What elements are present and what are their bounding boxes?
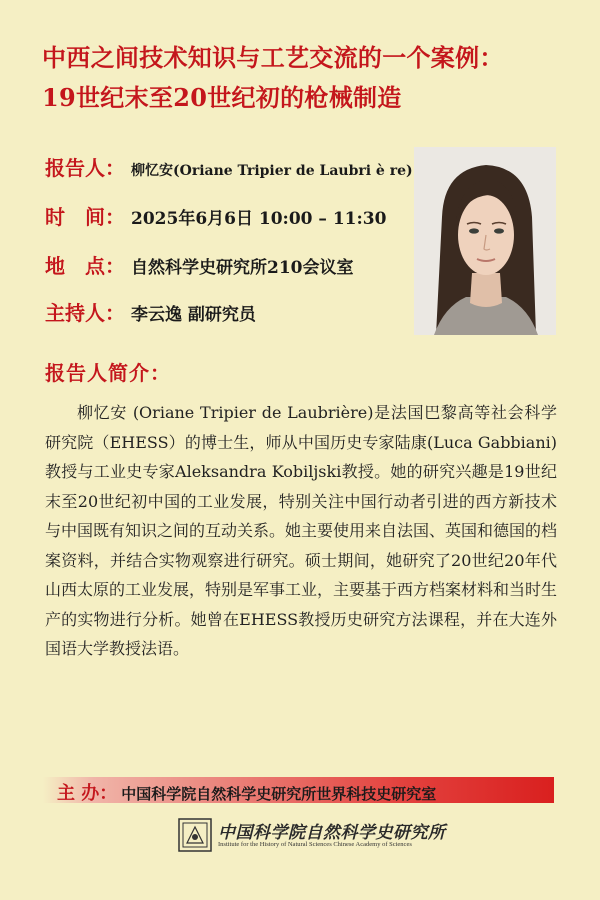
title-line-2: 19世纪末至20世纪初的枪械制造 xyxy=(42,83,402,112)
time-row xyxy=(45,201,386,230)
host-row xyxy=(45,297,256,326)
host-label: 主持人： xyxy=(45,301,125,325)
speaker-row xyxy=(45,152,413,181)
institute-logo-icon xyxy=(178,818,212,852)
speaker-photo xyxy=(414,147,556,335)
organizer-label: 主 办： xyxy=(57,783,118,804)
host-value: 李云逸 副研究员 xyxy=(131,305,256,325)
time-value: 2025年6月6日 10:00 – 11:30 xyxy=(131,209,387,229)
institute-name-cn: 中国科学院自然科学史研究所 xyxy=(218,823,446,843)
title-line-1: 中西之间技术知识与工艺交流的一个案例： xyxy=(42,43,504,72)
place-value: 自然科学史研究所210会议室 xyxy=(131,258,354,278)
bio-heading: 报告人简介： xyxy=(45,361,171,385)
institute-logo xyxy=(178,816,478,856)
speaker-label: 报告人： xyxy=(45,156,125,180)
speaker-portrait-illustration xyxy=(414,147,556,335)
bio-text: 柳忆安 (Oriane Tripier de Laubrière)是法国巴黎高等社会科学研究院（EHESS）的博士生，师从中国历史专家陆康(Luca Gabbiani)教授与工业史专家Aleksandra Kobiljski教授。她的研究兴趣是19世纪末至20世纪初中国的工业发展，特别关注中国行动者引进的西方新技术与中国既有知识之间的互动关系。她主要使用来自法国、英国和德国的档案资料，并结合实物观察进行研究。硕士期间，她研究了20世纪20年代山西太原的工业发展，特别是军事工业，主要基于西方档案材料和当时生产的实物进行分析。她曾在EHESS教授历史研究方法课程，并在大连外国语大学教授法语。 xyxy=(45,403,558,658)
poster-title xyxy=(42,38,572,118)
institute-name-en: Institute for the History of Natural Sciences Chinese Academy of Sciences xyxy=(218,841,412,848)
time-label: 时 间： xyxy=(45,205,125,229)
organizer-line xyxy=(57,779,436,805)
organizer-value: 中国科学院自然科学史研究所世界科技史研究室 xyxy=(121,785,437,803)
place-label: 地 点： xyxy=(45,254,125,278)
place-row xyxy=(45,250,354,279)
speaker-value: 柳忆安(Oriane Tripier de Laubri è re) xyxy=(131,163,413,179)
